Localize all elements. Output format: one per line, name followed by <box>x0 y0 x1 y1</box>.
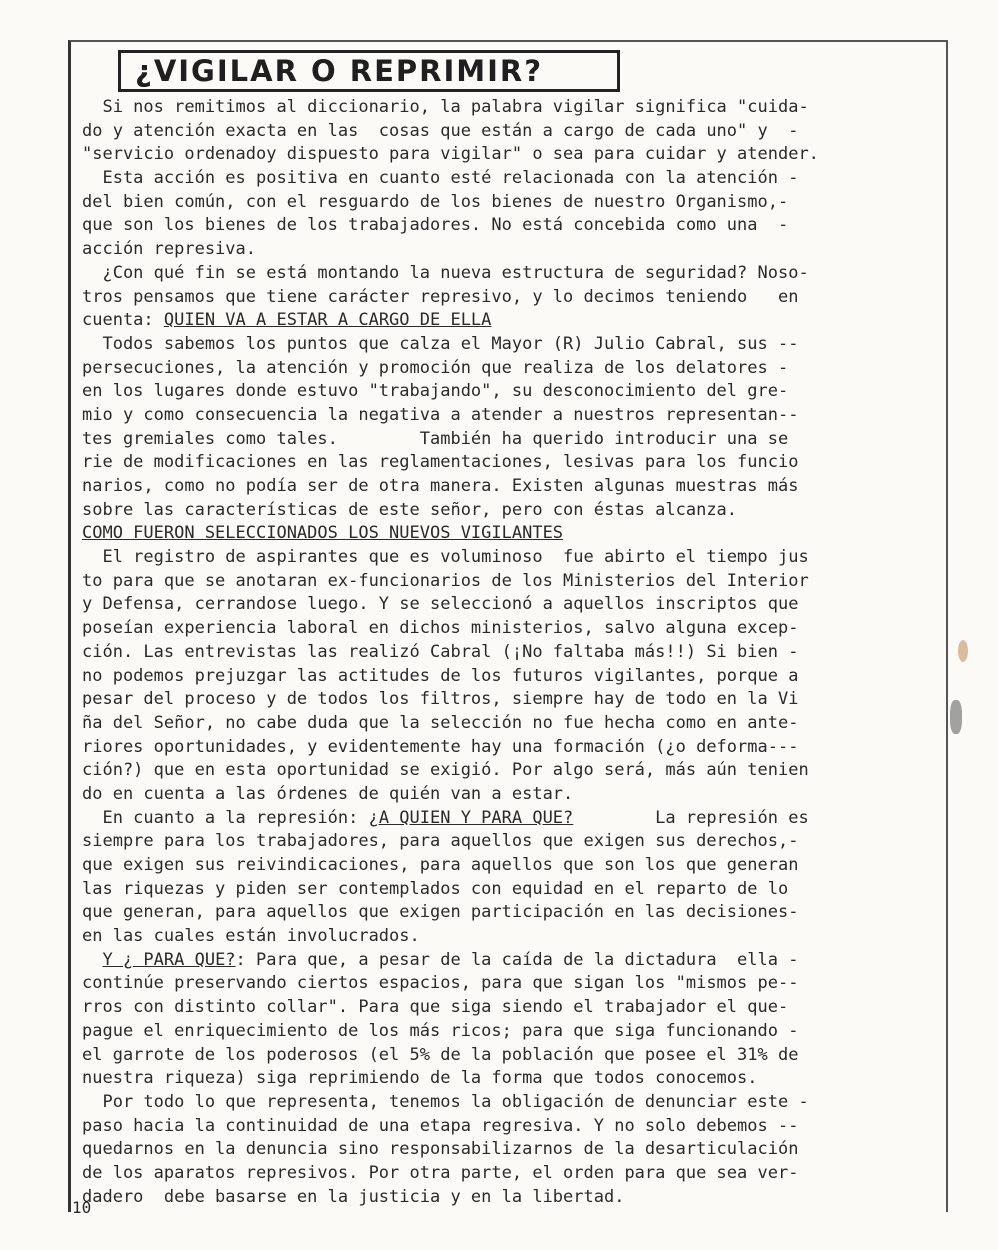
text-fragment: En cuanto a la represión: <box>82 807 369 828</box>
subheading-quien-va: QUIEN VA A ESTAR A CARGO DE ELLA <box>163 310 492 331</box>
text-line: rros con distinto collar". Para que siga siendo el trabajador el que- <box>82 997 789 1018</box>
page-number: 10 <box>72 1198 92 1217</box>
text-line: rie de modificaciones en las reglamentaciones, lesivas para los funcio <box>82 452 799 473</box>
text-line: no podemos prejuzgar las actitudes de los futuros vigilantes, porque a <box>82 665 799 686</box>
text-line: Por todo lo que representa, tenemos la obligación de denunciar este - <box>82 1091 809 1112</box>
text-line: pague el enriquecimiento de los más ricos; para que siga funcionando - <box>82 1020 799 1041</box>
text-line: acción represiva. <box>82 239 256 260</box>
text-line: siempre para los trabajadores, para aquellos que exigen sus derechos,- <box>82 831 799 852</box>
text-line-with-heading <box>82 949 940 973</box>
text-line: poseían experiencia laboral en dichos ministerios, salvo alguna excep- <box>82 618 799 639</box>
subheading-y-para-que: Y ¿ PARA QUE? <box>102 949 236 970</box>
text-line: narios, como no podía ser de otra manera. Existen algunas muestras más <box>82 476 799 496</box>
paper-stain <box>958 640 968 662</box>
text-line: el garrote de los poderosos (el 5% de la población que posee el 31% de <box>82 1044 799 1065</box>
text-line: persecuciones, la atención y promoción que realiza de los delatores - <box>82 357 789 378</box>
text-line: sobre las características de este señor, pero con éstas alcanza. <box>82 499 738 520</box>
text-line: do y atención exacta en las cosas que están a cargo de cada uno" y - <box>82 120 799 141</box>
text-line: quedarnos en la denuncia sino responsabilizarnos de la desarticulación <box>82 1139 799 1160</box>
paper-stain <box>950 700 962 734</box>
text-line: que son los bienes de los trabajadores. No está concebida como una - <box>82 215 789 236</box>
text-line: de los aparatos represivos. Por otra parte, el orden para que sea ver- <box>82 1162 799 1183</box>
text-line: pesar del proceso y de todos los filtros, siempre hay de todo en la Vi <box>82 689 799 710</box>
text-line: en los lugares donde estuvo "trabajando", su desconocimiento del gre- <box>82 381 789 402</box>
text-line-with-heading <box>82 522 940 546</box>
text-line-with-heading <box>82 309 940 333</box>
text-line: paso hacia la continuidad de una etapa regresiva. Y no solo debemos -- <box>82 1115 799 1136</box>
text-line: Si nos remitimos al diccionario, la palabra vigilar significa "cuida- <box>82 97 809 117</box>
text-line: nuestra riqueza) siga reprimiendo de la forma que todos conocemos. <box>82 1068 758 1089</box>
text-line: to para que se anotaran ex-funcionarios de los Ministerios del Interior <box>82 570 809 591</box>
article-title: ¿VIGILAR O REPRIMIR? <box>118 50 620 92</box>
text-line: y Defensa, cerrandose luego. Y se seleccionó a aquellos inscriptos que <box>82 594 799 615</box>
text-line: El registro de aspirantes que es voluminoso fue abirto el tiempo jus <box>82 547 809 568</box>
text-line: do en cuenta a las órdenes de quién van a estar. <box>82 783 574 804</box>
text-line: continúe preservando ciertos espacios, para que sigan los "mismos pe-- <box>82 973 799 994</box>
text-fragment <box>82 950 102 970</box>
text-line: ¿Con qué fin se está montando la nueva estructura de seguridad? Noso- <box>82 262 809 283</box>
text-line: que exigen sus reivindicaciones, para aquellos que son los que generan <box>82 855 799 875</box>
text-line: que generan, para aquellos que exigen participación en las decisiones- <box>82 902 799 923</box>
text-line: Esta acción es positiva en cuanto esté relacionada con la atención - <box>82 168 799 189</box>
text-line: del bien común, con el resguardo de los bienes de nuestro Organismo,- <box>82 191 789 212</box>
text-line: ción. Las entrevistas las realizó Cabral (¡No faltaba más!!) Si bien - <box>82 641 799 662</box>
text-line: ña del Señor, no cabe duda que la selección no fue hecha como en ante- <box>82 712 799 733</box>
text-fragment: cuenta: <box>82 310 164 331</box>
subheading-a-quien: ¿A QUIEN Y PARA QUE? <box>368 807 574 828</box>
text-line: tes gremiales como tales. También ha querido introducir una se <box>82 428 789 449</box>
text-line: dadero debe basarse en la justicia y en la libertad. <box>82 1186 625 1207</box>
text-line: las riquezas y piden ser contemplados con equidad en el reparto de lo <box>82 878 789 899</box>
text-line: en las cuales están involucrados. <box>82 926 420 947</box>
article-body <box>82 96 940 1209</box>
subheading-como-fueron: COMO FUERON SELECCIONADOS LOS NUEVOS VIGILANTES <box>82 523 564 544</box>
text-line-with-heading <box>82 807 940 831</box>
text-line: ción?) que en esta oportunidad se exigió. Por algo será, más aún tenien <box>82 760 809 781</box>
text-line: riores oportunidades, y evidentemente hay una formación (¿o deforma--- <box>82 736 799 757</box>
text-line: "servicio ordenadoy dispuesto para vigilar" o sea para cuidar y atender. <box>82 144 819 165</box>
text-line: Todos sabemos los puntos que calza el Mayor (R) Julio Cabral, sus -- <box>82 333 799 354</box>
text-line: mio y como consecuencia la negativa a atender a nuestros representan-- <box>82 404 799 425</box>
text-line: tros pensamos que tiene carácter represivo, y lo decimos teniendo en <box>82 286 799 307</box>
text-fragment: : Para que, a pesar de la caída de la dictadura ella - <box>235 949 799 970</box>
text-fragment: La represión es <box>573 807 809 828</box>
